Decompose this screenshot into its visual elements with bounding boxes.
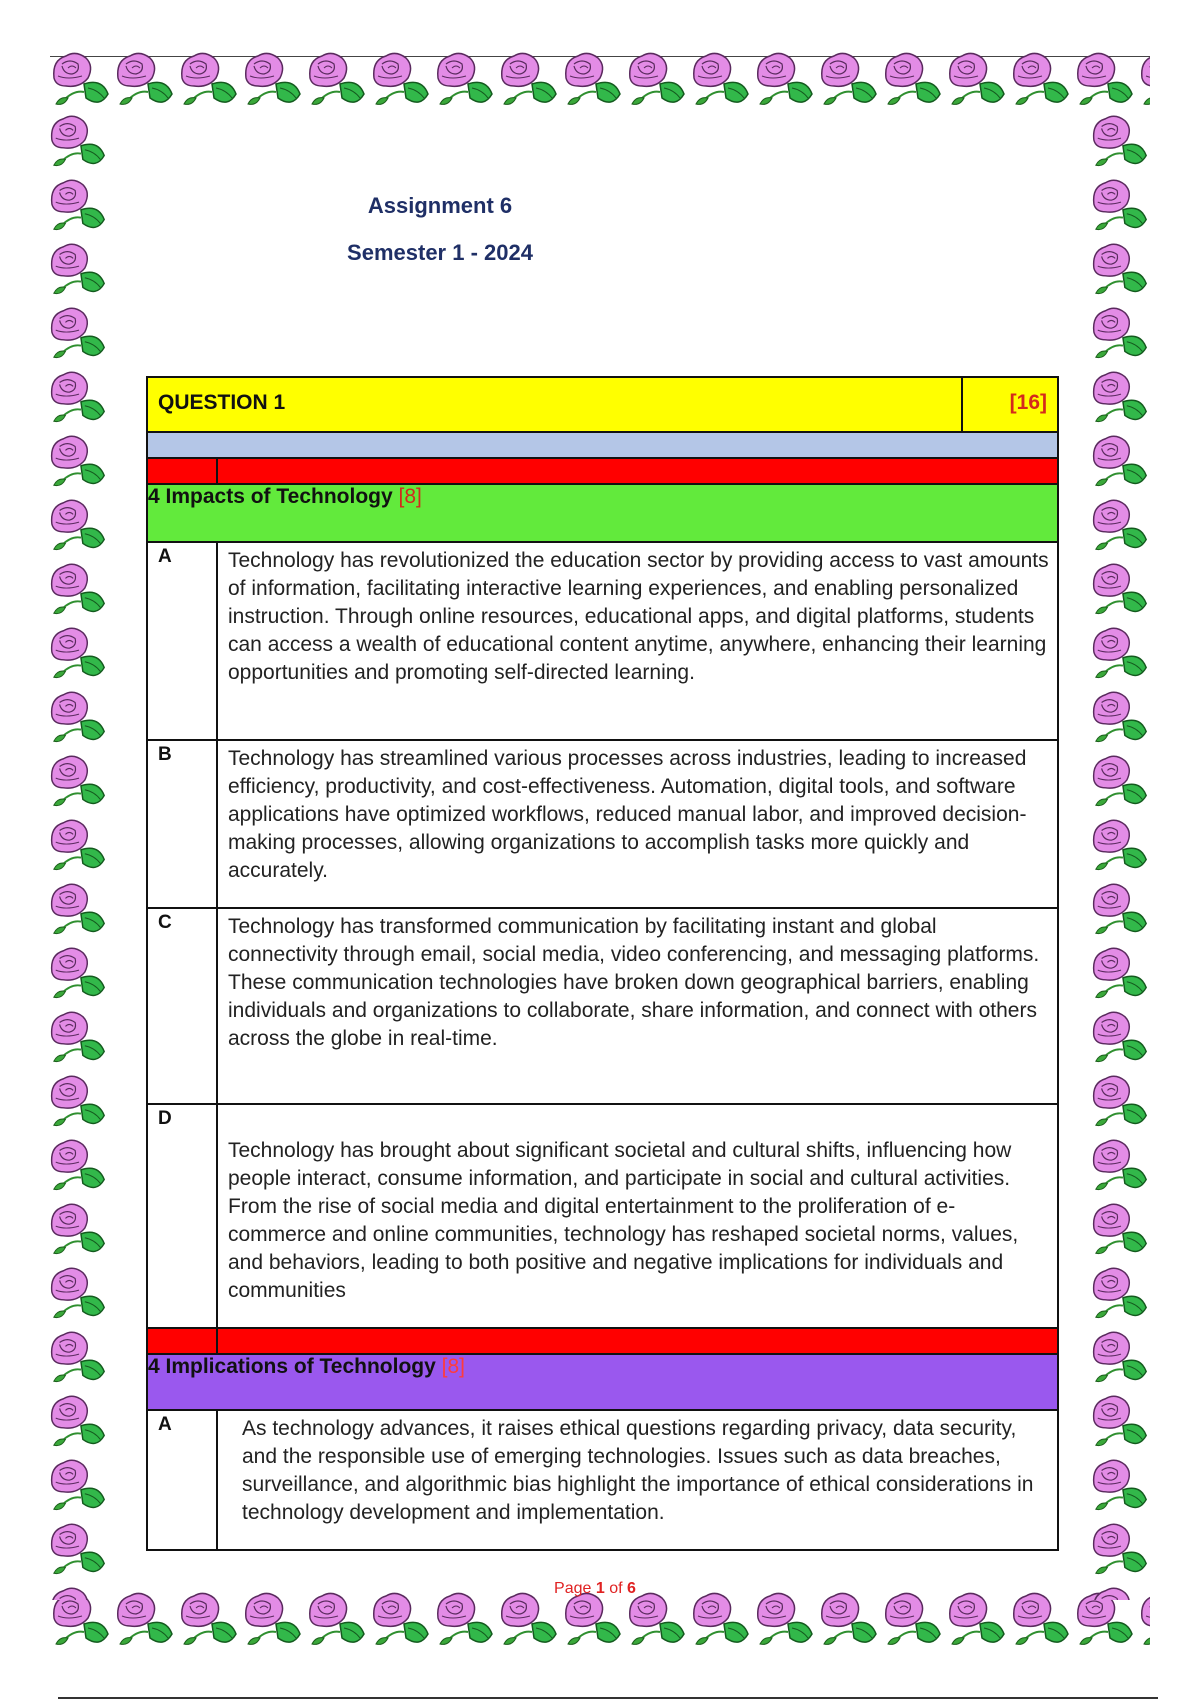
- rose-icon: [1010, 48, 1074, 112]
- rose-icon: [1010, 1588, 1074, 1652]
- rose-icon: [48, 1198, 110, 1262]
- rose-icon: [754, 48, 818, 112]
- rose-icon: [48, 1390, 110, 1454]
- rose-icon: [434, 48, 498, 112]
- rose-icon: [48, 558, 110, 622]
- page-word: Page: [554, 1580, 592, 1597]
- rose-icon: [48, 1006, 110, 1070]
- rose-icon: [48, 814, 110, 878]
- rose-border-left: [48, 110, 110, 1600]
- rose-icon: [114, 48, 178, 112]
- question-header-row: [147, 377, 1058, 432]
- rose-icon: [48, 1518, 110, 1582]
- rose-icon: [1090, 878, 1152, 942]
- answer-letter: A: [147, 542, 217, 740]
- rose-icon: [562, 48, 626, 112]
- page-footer: [480, 1580, 710, 1598]
- section-title: 4 Implications of Technology: [148, 1355, 436, 1378]
- answer-letter: C: [147, 908, 217, 1104]
- section-heading-row: [147, 484, 1058, 542]
- rose-icon: [50, 48, 114, 112]
- rose-icon: [882, 48, 946, 112]
- rose-icon: [1090, 238, 1152, 302]
- rose-icon: [306, 48, 370, 112]
- rose-icon: [48, 366, 110, 430]
- question-table: [146, 376, 1059, 1551]
- rose-icon: [1090, 174, 1152, 238]
- rose-icon: [818, 1588, 882, 1652]
- answer-row: [147, 740, 1058, 908]
- answer-text: Technology has revolutionized the education sector by providing access to vast amounts of information, facilitating interactive learning experiences, and enabling personalized instruction. Through online resources, educational apps, and digital platforms, students can access a wealth of educational content anytime, anywhere, enhancing their learning opportunities and promoting self-directed learning.: [217, 542, 1058, 740]
- answer-row: [147, 908, 1058, 1104]
- rose-icon: [818, 48, 882, 112]
- rose-icon: [1090, 814, 1152, 878]
- rose-icon: [48, 878, 110, 942]
- rose-icon: [306, 1588, 370, 1652]
- rose-icon: [48, 494, 110, 558]
- rose-icon: [946, 48, 1010, 112]
- answer-letter: B: [147, 740, 217, 908]
- rose-icon: [114, 1588, 178, 1652]
- question-marks: [16]: [962, 377, 1058, 432]
- rose-icon: [1090, 1070, 1152, 1134]
- rose-icon: [1090, 622, 1152, 686]
- rose-icon: [1090, 1582, 1152, 1600]
- rose-icon: [178, 1588, 242, 1652]
- rose-icon: [48, 1134, 110, 1198]
- rose-icon: [48, 750, 110, 814]
- red-divider-row: [147, 1328, 1058, 1354]
- rose-icon: [1090, 750, 1152, 814]
- rose-icon: [48, 1582, 110, 1600]
- document-subtitle: Semester 1 - 2024: [347, 240, 533, 265]
- answer-text: Technology has streamlined various processes across industries, leading to increased efficiency, productivity, and cost-effectiveness. Automation, digital tools, and software applications have optimized workflows, reduced manual labor, and improved decision-making processes, allowing organizations to accomplish tasks more quickly and accurately.: [217, 740, 1058, 908]
- rose-icon: [754, 1588, 818, 1652]
- rose-icon: [370, 48, 434, 112]
- rose-icon: [1090, 686, 1152, 750]
- page-number: 1: [595, 1580, 605, 1597]
- rose-icon: [48, 1326, 110, 1390]
- page-total: 6: [627, 1580, 636, 1597]
- rose-icon: [882, 1588, 946, 1652]
- rose-icon: [1090, 1006, 1152, 1070]
- rose-icon: [48, 238, 110, 302]
- answer-row: [147, 542, 1058, 740]
- rose-icon: [48, 1070, 110, 1134]
- rose-border-right: [1090, 110, 1152, 1600]
- section-heading: [147, 1354, 1058, 1410]
- rose-icon: [370, 1588, 434, 1652]
- section-title: 4 Impacts of Technology: [148, 485, 393, 508]
- rose-icon: [1090, 558, 1152, 622]
- rose-icon: [48, 686, 110, 750]
- rose-icon: [498, 48, 562, 112]
- rose-icon: [48, 430, 110, 494]
- rose-icon: [1090, 302, 1152, 366]
- answer-text: Technology has brought about significant societal and cultural shifts, influencing how people interact, consume information, and participate in social and cultural activities. From the rise of social media and digital entertainment to the proliferation of e-commerce and online communities, technology has reshaped societal norms, values, and behaviors, leading to both positive and negative implications for individuals and communities: [217, 1104, 1058, 1328]
- rose-icon: [48, 622, 110, 686]
- section-marks: [8]: [441, 1355, 466, 1378]
- rose-icon: [178, 48, 242, 112]
- question-label: QUESTION 1: [147, 377, 962, 432]
- rose-icon: [1090, 1518, 1152, 1582]
- answer-row: [147, 1104, 1058, 1328]
- rose-icon: [946, 1588, 1010, 1652]
- rose-icon: [1090, 1198, 1152, 1262]
- rose-icon: [1138, 48, 1150, 112]
- rose-icon: [1090, 366, 1152, 430]
- rose-border-top: [50, 48, 1150, 118]
- answer-letter: D: [147, 1104, 217, 1328]
- rose-icon: [1090, 1326, 1152, 1390]
- section-heading: [147, 484, 1058, 542]
- page-bottom-rule: [58, 1697, 1158, 1699]
- rose-icon: [242, 1588, 306, 1652]
- rose-icon: [1090, 1454, 1152, 1518]
- rose-icon: [48, 302, 110, 366]
- rose-icon: [242, 48, 306, 112]
- rose-icon: [1074, 48, 1138, 112]
- document-title: Assignment 6: [367, 193, 513, 218]
- rose-icon: [48, 110, 110, 174]
- rose-icon: [48, 1262, 110, 1326]
- rose-icon: [1090, 1390, 1152, 1454]
- rose-icon: [1090, 942, 1152, 1006]
- rose-icon: [1090, 110, 1152, 174]
- rose-icon: [48, 174, 110, 238]
- answer-text: As technology advances, it raises ethical questions regarding privacy, data security, and the responsible use of emerging technologies. Issues such as data breaches, surveillance, and algorithmic bias highlight the importance of ethical considerations in technology development and implementation.: [217, 1410, 1058, 1550]
- rose-icon: [48, 942, 110, 1006]
- rose-icon: [1090, 1134, 1152, 1198]
- rose-icon: [48, 1454, 110, 1518]
- rose-icon: [1090, 430, 1152, 494]
- section-heading-row: [147, 1354, 1058, 1410]
- section-marks: [8]: [398, 485, 422, 508]
- answer-text: Technology has transformed communication by facilitating instant and global connectivity through email, social media, video conferencing, and messaging platforms. These communication technologies have broken down geographical barriers, enabling individuals and organizations to collaborate, share information, and connect with others across the globe in real-time.: [217, 908, 1058, 1104]
- rose-icon: [1090, 1262, 1152, 1326]
- rose-border-bottom: [50, 1588, 1150, 1658]
- rose-icon: [1090, 494, 1152, 558]
- answer-letter: A: [147, 1410, 217, 1550]
- rose-icon: [690, 48, 754, 112]
- blue-divider-row: [147, 432, 1058, 458]
- answer-row: [147, 1410, 1058, 1550]
- rose-icon: [626, 48, 690, 112]
- red-divider-row: [147, 458, 1058, 484]
- of-word: of: [609, 1580, 623, 1597]
